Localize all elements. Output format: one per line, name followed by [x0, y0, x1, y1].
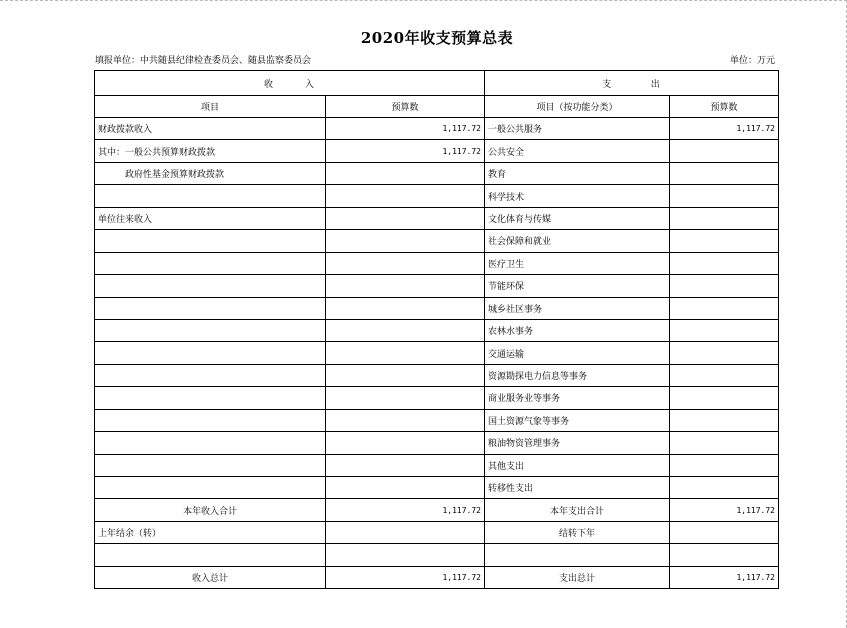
carry-forward-label: 结转下年 — [485, 521, 670, 543]
income-item-cell — [95, 454, 326, 476]
expense-value-cell — [670, 275, 779, 297]
expense-value-cell — [670, 432, 779, 454]
table-row — [95, 230, 779, 252]
column-header-row — [95, 96, 779, 118]
balance-row — [95, 521, 779, 543]
grand-total-row — [95, 566, 779, 588]
page-title: 2020年收支预算总表 — [360, 29, 514, 47]
table-row — [95, 185, 779, 207]
expense-value-cell — [670, 252, 779, 274]
expense-item-cell: 资源勘探电力信息等事务 — [485, 364, 670, 386]
income-value-cell — [326, 185, 485, 207]
table-row — [95, 207, 779, 229]
filler-unit: 填报单位：中共随县纪律检查委员会、随县监察委员会 — [95, 56, 312, 66]
expense-value-cell — [670, 454, 779, 476]
expense-value-cell: 1,117.72 — [670, 118, 779, 140]
income-value-cell — [326, 230, 485, 252]
income-item-cell: 单位往来收入 — [95, 207, 326, 229]
group-header-row — [95, 71, 779, 96]
expense-value-cell — [670, 319, 779, 341]
income-value-cell — [326, 477, 485, 499]
income-value-cell: 1,117.72 — [326, 118, 485, 140]
expense-item-cell: 转移性支出 — [485, 477, 670, 499]
table-row — [95, 162, 779, 184]
expense-value-cell — [670, 387, 779, 409]
expense-item-cell: 文化体育与传媒 — [485, 207, 670, 229]
income-item-cell — [95, 432, 326, 454]
income-item-cell: 政府性基金预算财政拨款 — [95, 162, 326, 184]
table-row — [95, 342, 779, 364]
year-expense-value: 1,117.72 — [670, 499, 779, 521]
expense-item-cell: 交通运输 — [485, 342, 670, 364]
income-value-cell — [326, 162, 485, 184]
income-value-cell — [326, 409, 485, 431]
income-item-cell — [95, 297, 326, 319]
table-row — [95, 297, 779, 319]
expense-item-cell: 科学技术 — [485, 185, 670, 207]
expense-value-cell — [670, 364, 779, 386]
income-total-label: 收入总计 — [95, 566, 326, 588]
income-item-cell: 财政拨款收入 — [95, 118, 326, 140]
expense-total-value: 1,117.72 — [670, 566, 779, 588]
expense-value-cell — [670, 162, 779, 184]
carry-forward-value — [670, 521, 779, 543]
expense-item-cell: 商业服务业等事务 — [485, 387, 670, 409]
income-item-cell — [95, 230, 326, 252]
table-row — [95, 364, 779, 386]
table-row — [95, 275, 779, 297]
income-item-cell: 其中：一般公共预算财政拨款 — [95, 140, 326, 162]
income-value-cell — [326, 387, 485, 409]
expense-item-cell: 节能环保 — [485, 275, 670, 297]
income-item-cell — [95, 252, 326, 274]
budget-table — [94, 70, 779, 589]
income-value-cell — [326, 342, 485, 364]
income-item-cell — [95, 387, 326, 409]
expense-item-cell: 社会保障和就业 — [485, 230, 670, 252]
prev-balance-value — [326, 521, 485, 543]
expense-total-label: 支出总计 — [485, 566, 670, 588]
expense-item-cell: 农林水事务 — [485, 319, 670, 341]
expense-value-cell — [670, 230, 779, 252]
table-row — [95, 387, 779, 409]
expense-value-cell — [670, 207, 779, 229]
income-group-header: 收 入 — [95, 71, 485, 96]
prev-balance-label: 上年结余（转） — [95, 521, 326, 543]
income-value-cell — [326, 252, 485, 274]
expense-item-cell: 医疗卫生 — [485, 252, 670, 274]
income-value-cell — [326, 364, 485, 386]
expense-item-header: 项目（按功能分类） — [485, 96, 670, 118]
expense-item-cell: 城乡社区事务 — [485, 297, 670, 319]
expense-item-cell: 其他支出 — [485, 454, 670, 476]
income-item-cell — [95, 275, 326, 297]
expense-value-cell — [670, 297, 779, 319]
table-body — [95, 118, 779, 499]
table-row — [95, 140, 779, 162]
income-budget-header: 预算数 — [326, 96, 485, 118]
expense-item-cell: 教育 — [485, 162, 670, 184]
expense-value-cell — [670, 185, 779, 207]
unit-label: 单位：万元 — [729, 56, 775, 66]
income-total-value: 1,117.72 — [326, 566, 485, 588]
income-value-cell — [326, 432, 485, 454]
table-row — [95, 432, 779, 454]
expense-value-cell — [670, 140, 779, 162]
income-value-cell — [326, 275, 485, 297]
blank-row — [95, 544, 779, 566]
expense-item-cell: 一般公共服务 — [485, 118, 670, 140]
income-value-cell: 1,117.72 — [326, 140, 485, 162]
income-value-cell — [326, 297, 485, 319]
income-item-cell — [95, 364, 326, 386]
expense-value-cell — [670, 409, 779, 431]
year-income-value: 1,117.72 — [326, 499, 485, 521]
expense-item-cell: 粮油物资管理事务 — [485, 432, 670, 454]
table-row — [95, 454, 779, 476]
income-value-cell — [326, 207, 485, 229]
expense-item-cell: 国土资源气象等事务 — [485, 409, 670, 431]
income-item-cell — [95, 185, 326, 207]
expense-value-cell — [670, 342, 779, 364]
expense-group-header: 支 出 — [485, 71, 779, 96]
income-value-cell — [326, 319, 485, 341]
income-item-cell — [95, 319, 326, 341]
table-row — [95, 409, 779, 431]
table-row — [95, 118, 779, 140]
expense-item-cell: 公共安全 — [485, 140, 670, 162]
income-value-cell — [326, 454, 485, 476]
table-row — [95, 319, 779, 341]
income-item-header: 项目 — [95, 96, 326, 118]
income-item-cell — [95, 342, 326, 364]
table-row — [95, 252, 779, 274]
year-total-row — [95, 499, 779, 521]
year-expense-label: 本年支出合计 — [485, 499, 670, 521]
year-income-label: 本年收入合计 — [95, 499, 326, 521]
expense-budget-header: 预算数 — [670, 96, 779, 118]
expense-value-cell — [670, 477, 779, 499]
income-item-cell — [95, 477, 326, 499]
income-item-cell — [95, 409, 326, 431]
table-row — [95, 477, 779, 499]
